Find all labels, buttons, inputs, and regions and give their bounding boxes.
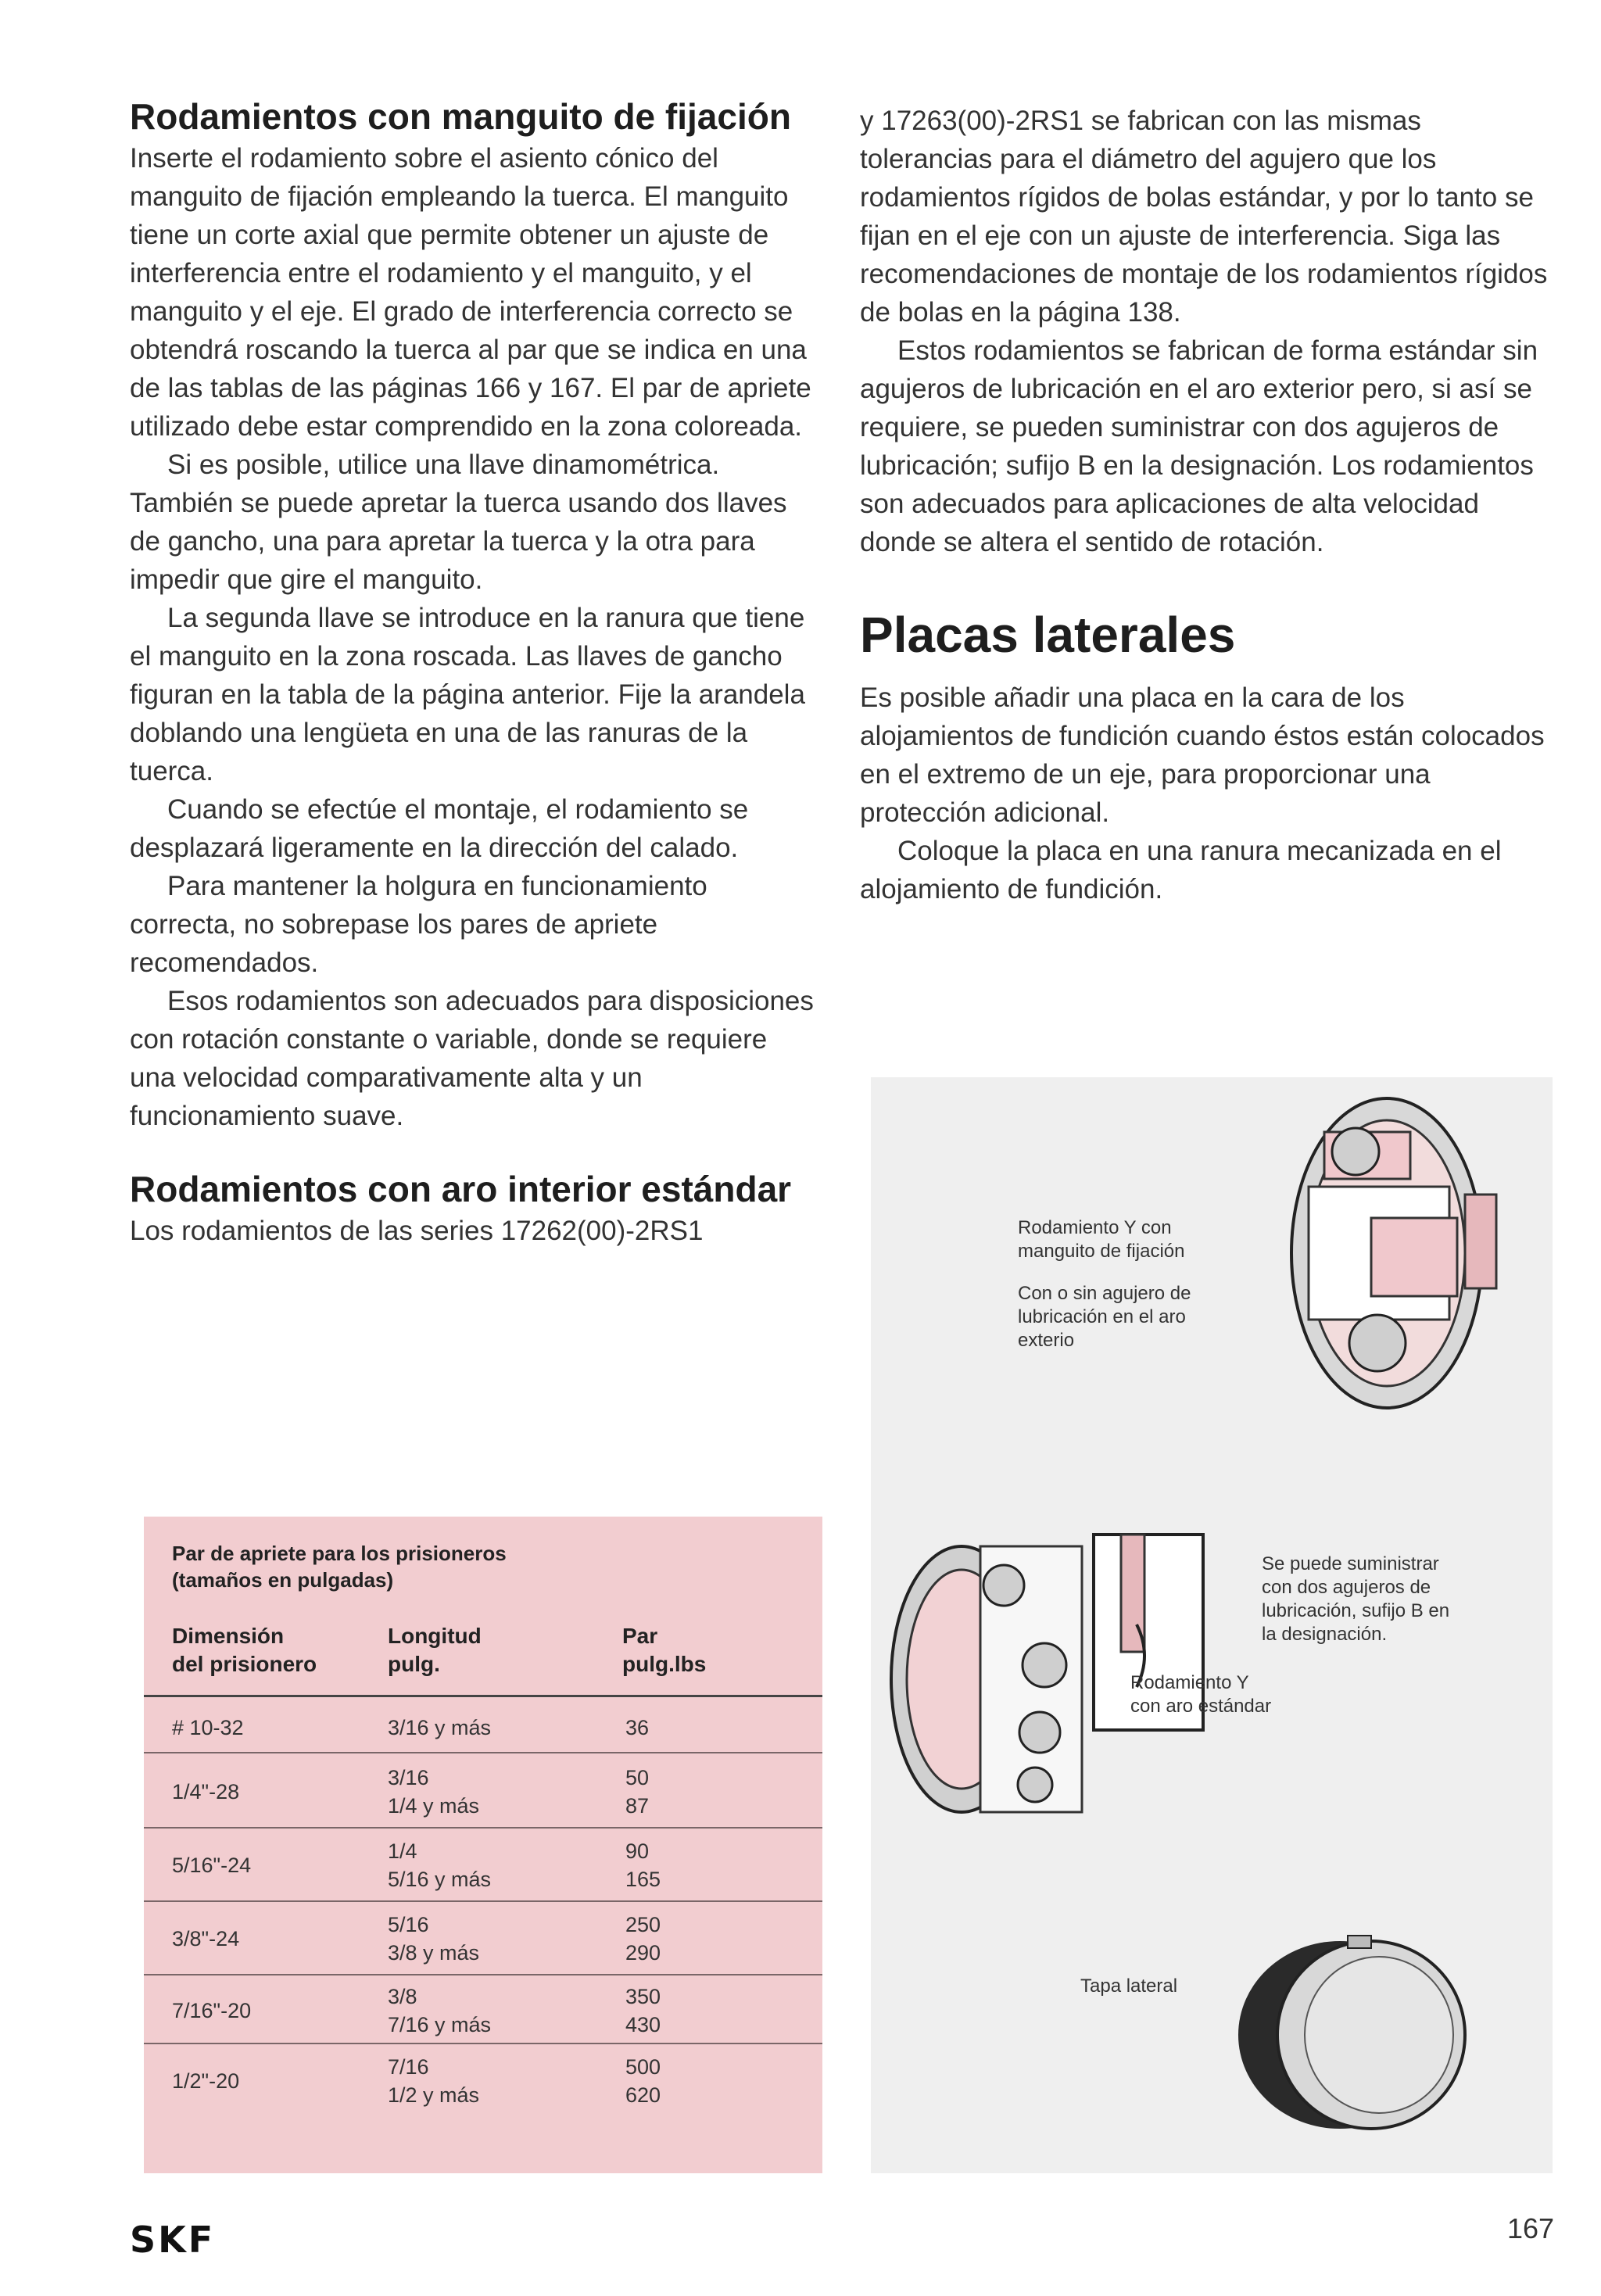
table-cell-dimension: 5/16"-24 [172,1854,252,1877]
table-cell-torque: 165 [625,1868,661,1891]
paragraph: Esos rodamientos son adecuados para disposiciones con rotación constante o variable, donde se requiere una velocidad comparativamente alta y un funcionamiento suave. [130,986,814,1131]
column-header-torque: Par pulg.lbs [622,1624,707,1676]
table-cell-dimension: # 10-32 [172,1716,244,1739]
table-cell-length: 1/4 [388,1839,417,1863]
section-heading-fijacion: Rodamientos con manguito de fijación [130,96,791,137]
table-cell-length: 7/16 y más [388,2013,492,2036]
caption-two-holes: Se puede suministrar con dos agujeros de lubricación, sufijo B en la designación. [1262,1553,1450,1645]
row-rule [144,1827,822,1829]
row-rule [144,1900,822,1902]
table-cell-torque: 87 [625,1794,650,1818]
table-cell-length: 3/8 y más [388,1941,480,1965]
paragraph: Estos rodamientos se fabrican de forma estándar sin agujeros de lubricación en el aro exterior pero, si así se requiere, se pueden suministrar con dos agujeros de lubricación; sufijo B en la designación. Los rodamientos son adecuados para aplicaciones de alta velocidad donde se altera el sentido de rotación. [860,335,1538,557]
paragraph: Es posible añadir una placa en la cara de los alojamientos de fundición cuando éstos están colocados en el extremo de un eje, para proporcionar una protección adicional. [860,682,1545,828]
figure-panel [871,1077,1553,2173]
end-cap-illustration [1238,1936,1465,2129]
caption-end-cap: Tapa lateral [1080,1975,1178,1997]
table-cell-length: 5/16 [388,1913,429,1936]
table-cell-length: 7/16 [388,2055,429,2079]
left-column [130,94,818,1250]
table-cell-dimension: 1/2"-20 [172,2069,240,2093]
table-cell-dimension: 3/8"-24 [172,1927,240,1950]
table-cell-length: 1/2 y más [388,2083,480,2107]
paragraph: Si es posible, utilice una llave dinamométrica. También se puede apretar la tuerca usando dos llaves de gancho, una para apretar la tuerca y la otra para impedir que gire el manguito. [130,450,787,595]
table-cell-length: 1/4 y más [388,1794,480,1818]
table-cell-torque: 500 [625,2055,661,2079]
table-cell-length: 5/16 y más [388,1868,492,1891]
caption-adapter-sleeve: Rodamiento Y con manguito de fijación [1018,1217,1185,1262]
adapter-sleeve-bearing-illustration [1291,1098,1496,1408]
header-rule [144,1695,822,1697]
torque-table [144,1517,822,2173]
page-number: 167 [1507,2212,1555,2244]
paragraph: Inserte el rodamiento sobre el asiento cónico del manguito de fijación empleando la tuerca. El manguito tiene un corte axial que permite obtener un ajuste de interferencia entre el rodamiento y el manguito, y el manguito y el eje. El grado de interferencia correcto se obtendrá roscando la tuerca al par que se indica en una de las tablas de las páginas 166 y 167. El par de apriete utilizado debe estar comprendido en la zona coloreada. [130,143,811,442]
table-cell-torque: 250 [625,1913,661,1936]
paragraph: Para mantener la holgura en funcionamiento correcta, no sobrepase los pares de apriete recomendados. [130,871,707,978]
table-cell-torque: 90 [625,1839,650,1863]
paragraph: Los rodamientos de las series 17262(00)-2RS1 [130,1216,704,1246]
table-cell-torque: 36 [625,1716,650,1739]
row-rule [144,2043,822,2044]
bearing-illustrations [871,1077,1553,2173]
caption-lubrication-hole: Con o sin agujero de lubricación en el aro exterio [1018,1283,1191,1351]
row-rule [144,1974,822,1975]
caption-standard-ring: Rodamiento Y con aro estándar [1130,1672,1272,1717]
table-cell-torque: 50 [625,1766,650,1789]
table-cell-torque: 350 [625,1985,661,2008]
section-heading-placas-laterales: Placas laterales [860,607,1236,663]
table-cell-dimension: 7/16"-20 [172,1999,252,2022]
table-cell-length: 3/16 y más [388,1716,492,1739]
table-cell-torque: 620 [625,2083,661,2107]
paragraph: Cuando se efectúe el montaje, el rodamiento se desplazará ligeramente en la dirección del calado. [130,794,749,863]
paragraph: y 17263(00)-2RS1 se fabrican con las mismas tolerancias para el diámetro del agujero que los rodamientos rígidos de bolas estándar, y por lo tanto se fijan en el eje con un ajuste de interferencia. Siga las recomendaciones de montaje de los rodamientos rígidos de bolas en la página 138. [860,106,1548,328]
paragraph: La segunda llave se introduce en la ranura que tiene el manguito en la zona roscada. Las llaves de gancho figuran en la tabla de la página anterior. Fije la arandela doblando una lengüeta en una de las ranuras de la tuerca. [130,603,805,786]
table-cell-dimension: 1/4"-28 [172,1780,240,1803]
table-cell-length: 3/16 [388,1766,429,1789]
right-column [860,102,1548,908]
table-title: Par de apriete para los prisioneros (tamaños en pulgadas) [172,1542,507,1592]
column-header-dimension: Dimensión del prisionero [172,1624,317,1676]
skf-logo: SKF [130,2219,216,2261]
section-heading-aro-estandar: Rodamientos con aro interior estándar [130,1169,792,1209]
table-cell-length: 3/8 [388,1985,417,2008]
paragraph: Coloque la placa en una ranura mecanizada en el alojamiento de fundición. [860,836,1502,904]
column-header-length: Longitud pulg. [388,1624,482,1676]
table-cell-torque: 290 [625,1941,661,1965]
table-cell-torque: 430 [625,2013,661,2036]
row-rule [144,1752,822,1753]
